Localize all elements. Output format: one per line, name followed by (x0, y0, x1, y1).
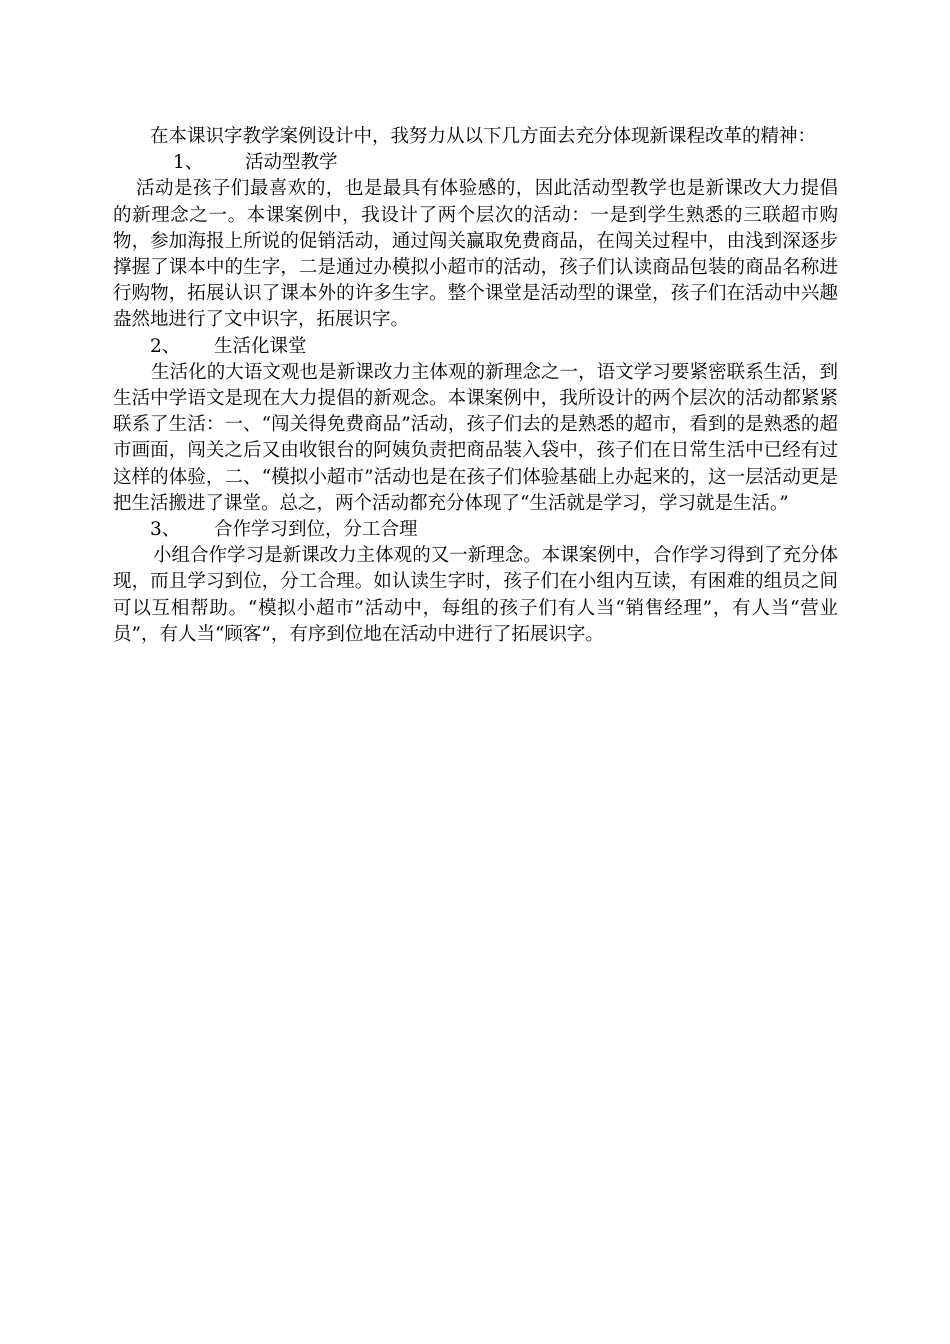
intro-paragraph: 在本课识字教学案例设计中，我努力从以下几方面去充分体现新课程改革的精神： (150, 126, 817, 147)
section-number-3: 3、 (150, 519, 181, 541)
section-number-2: 2、 (150, 335, 181, 357)
section-heading-2 (113, 334, 838, 360)
section-title-2: 生活化课堂 (214, 335, 307, 357)
section-title-3: 合作学习到位，分工合理 (214, 519, 418, 541)
document-body (113, 124, 838, 648)
section-paragraph-3: 小组合作学习是新课改力主体观的又一新理念。本课案例中，合作学习得到了充分体现，而且学习到位，分工合理。如认读生字时，孩子们在小组内互读，有困难的组员之间可以互相帮助。“模拟小超市”活动中，每组的孩子们有人当“销售经理”，有人当“营业员”，有人当“顾客”，有序到位地在活动中进行了拓展识字。 (113, 545, 838, 645)
section-paragraph-1: 活动是孩子们最喜欢的，也是最具有体验感的，因此活动型教学也是新课改大力提倡的新理念之一。本课案例中，我设计了两个层次的活动：一是到学生熟悉的三联超市购物，参加海报上所说的促销活动，通过闯关赢取免费商品，在闯关过程中，由浅到深逐步撑握了课本中的生字，二是通过办模拟小超市的活动，孩子们认读商品包装的商品名称进行购物，拓展认识了课本外的许多生字。整个课堂是活动型的课堂，孩子们在活动中兴趣盎然地进行了文中识字，拓展识字。 (113, 178, 838, 331)
section-number-1: 1、 (173, 152, 204, 174)
section-paragraph-2: 生活化的大语文观也是新课改力主体观的新理念之一，语文学习要紧密联系生活，到生活中学语文是现在大力提倡的新观念。本课案例中，我所设计的两个层次的活动都紧紧联系了生活：一、“闯关得免费商品”活动，孩子们去的是熟悉的超市，看到的是熟悉的超市画面，闯关之后又由收银台的阿姨负责把商品装入袋中，孩子们在日常生活中已经有过这样的体验，二、“模拟小超市”活动也是在孩子们体验基础上办起来的，这一层活动更是把生活搬进了课堂。总之，两个活动都充分体现了“生活就是学习，学习就是生活。” (113, 361, 838, 514)
section-title-1: 活动型教学 (245, 152, 338, 174)
section-heading-3 (113, 517, 838, 543)
section-heading-1 (113, 150, 838, 176)
